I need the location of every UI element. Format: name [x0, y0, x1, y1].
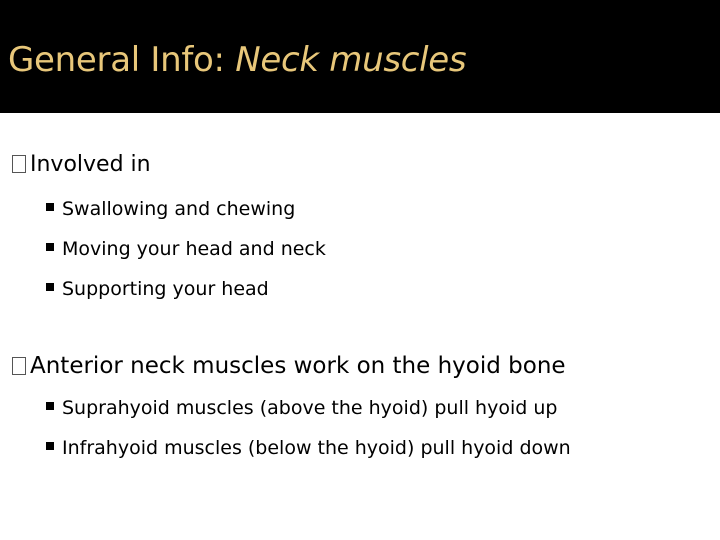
sub-bullet-supporting-head	[46, 278, 269, 300]
sub-bullet-infrahyoid	[46, 437, 571, 459]
title-italic: Neck muscles	[235, 40, 467, 80]
square-bullet-icon	[12, 357, 26, 375]
filled-square-bullet-icon	[46, 402, 54, 410]
filled-square-bullet-icon	[46, 442, 54, 450]
title-plain: General Info:	[8, 40, 236, 80]
filled-square-bullet-icon	[46, 243, 54, 251]
sub-bullet-suprahyoid	[46, 397, 557, 419]
bullet-label: Anterior neck muscles work on the hyoid bone	[30, 353, 566, 379]
sub-bullet-label: Swallowing and chewing	[62, 198, 296, 220]
bullet-label: Involved in	[30, 152, 151, 177]
bullet-anterior-neck-muscles	[12, 353, 566, 379]
sub-bullet-label: Infrahyoid muscles (below the hyoid) pull hyoid down	[62, 437, 571, 459]
bullet-involved-in	[12, 152, 151, 177]
sub-bullet-label: Supporting your head	[62, 278, 269, 300]
sub-bullet-swallowing	[46, 198, 295, 220]
square-bullet-icon	[12, 155, 26, 173]
sub-bullet-label: Moving your head and neck	[62, 238, 326, 260]
sub-bullet-label: Suprahyoid muscles (above the hyoid) pull hyoid up	[62, 397, 558, 419]
sub-bullet-moving-head	[46, 238, 326, 260]
filled-square-bullet-icon	[46, 283, 54, 291]
filled-square-bullet-icon	[46, 203, 54, 211]
